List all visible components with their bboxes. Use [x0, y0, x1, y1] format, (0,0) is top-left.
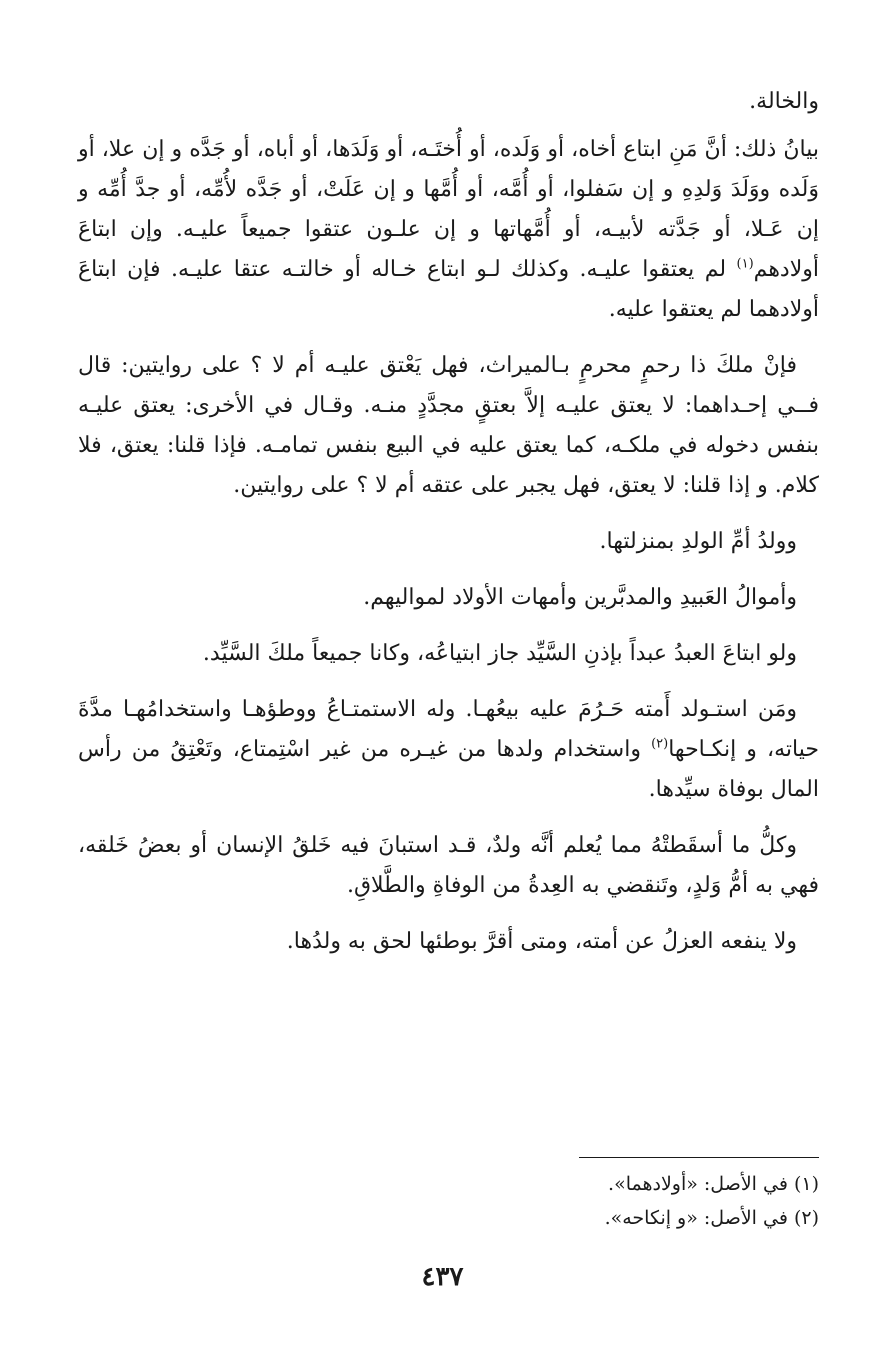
footnote-2: (٢) في الأصل: «و إنكاحه».	[604, 1207, 819, 1229]
paragraph-7	[78, 690, 819, 810]
paragraph-1: والخالة.	[749, 89, 819, 114]
paragraph-7-text: ومَن استـولد أَمته حَـرُمَ عليه بيعُهـا. وله الاستمتـاعُ ووطؤهـا واستخدامُهـا مدَّةَ حياته، و إنكـاحها	[78, 697, 819, 762]
paragraph-8: وكلُّ ما أسقَطتْهُ مما يُعلم أنَّه ولدٌ، قـد استبانَ فيه خَلقُ الإنسان أو بعضُ خَلقه، فهي به أمُّ وَلدٍ، وتَنقضي به العِدةُ من الوفاةِ والطَّلاقِ.	[78, 833, 819, 898]
page-number: ٤٣٧	[421, 1262, 464, 1292]
footnote-ref-2[interactable]: (٢)	[651, 736, 669, 752]
paragraph-2-continuation: لم يعتقوا عليـه. وكذلك لـو ابتاع خـاله أو خالتـه عتقا عليـه. فإن ابتاعَ أولادهما لم يعتقوا عليه.	[78, 257, 819, 322]
paragraph-2	[78, 130, 819, 330]
paragraph-4: وولدُ أمِّ الولدِ بمنزلتها.	[599, 529, 797, 554]
paragraph-9: ولا ينفعه العزلُ عن أمته، ومتى أقرَّ بوطئها لحق به ولدُها.	[286, 929, 797, 954]
paragraph-7-continuation: واستخدام ولدها من غيـره من غير اسْتِمتاع، وتَعْتِقُ من رأس المال بوفاة سيِّدها.	[78, 737, 819, 802]
footnote-ref-1[interactable]: (١)	[736, 256, 754, 272]
footnote-divider	[579, 1157, 819, 1158]
footnote-1: (١) في الأصل: «أولادهما».	[608, 1173, 819, 1195]
paragraph-5: وأموالُ العَبيدِ والمدبَّرين وأمهات الأولاد لمواليهم.	[363, 585, 797, 610]
footnotes	[78, 1167, 819, 1235]
paragraph-6: ولو ابتاعَ العبدُ عبداً بإذنِ السَّيِّد جاز ابتياعُه، وكانا جميعاً ملكَ السَّيِّد.	[202, 641, 797, 666]
paragraph-3: فإنْ ملكَ ذا رحمٍ محرمٍ بـالميراث، فهل يَعْتق عليـه أم لا ؟ على روايتين: قال فــي إحـداهما: لا يعتق عليـه إلاَّ بعتقٍ مجدَّدٍ منـه. وقـال في الأخرى: يعتق عليـه بنفس دخوله في ملكـه، كما يعتق عليه في البيع بنفس تمامـه. فإذا قلنا: يعتق، فلا كلام. و إذا قلنا: لا يعتق، فهل يجبر على عتقه أم لا ؟ على روايتين.	[78, 353, 819, 498]
paragraph-2-text: بيانُ ذلك: أنَّ مَنِ ابتاع أخاه، أو وَلَده، أو أُختَـه، أو وَلَدَها، أو أباه، أو جَدَّه و إن علا، أو وَلَده ووَلَدَ وَلدِهِ و إن سَفلوا، أو أُمَّه، أو أُمَّها و إن عَلَتْ، أو جَدَّه لأُمِّه، أو جدَّ أُمِّه و إن عَـلا، أو جَدَّته لأبيـه، أو أُمَّهاتها و إن علـون عتقوا جميعاً عليـه. وإن ابتاعَ أولادهم	[78, 137, 819, 282]
page-body	[78, 82, 819, 978]
